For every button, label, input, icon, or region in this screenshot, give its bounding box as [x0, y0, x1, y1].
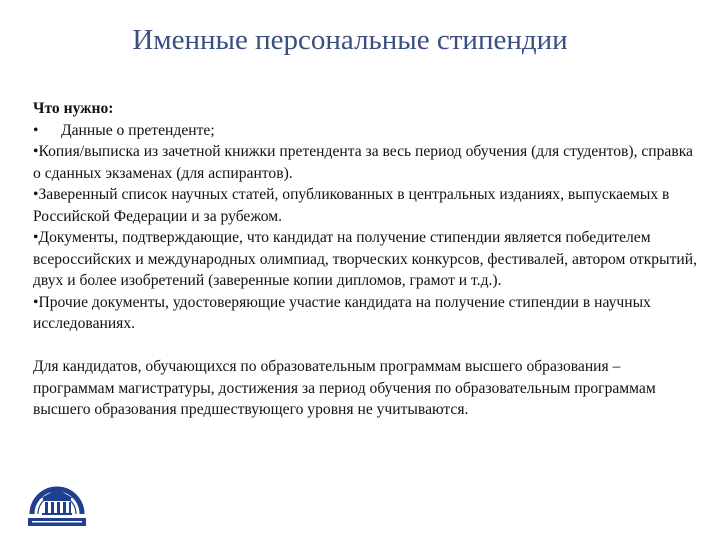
bullet-item	[33, 292, 701, 335]
bullet-marker: •	[33, 186, 39, 203]
slide-body	[33, 98, 701, 421]
university-emblem-icon	[24, 470, 90, 530]
bullet-item	[33, 141, 701, 184]
bullet-item	[33, 227, 701, 292]
paragraph-spacer	[33, 335, 701, 357]
bullet-text: Заверенный список научных статей, опубликованных в центральных изданиях, выпускаемых в Российской Федерации и за рубежом.	[33, 186, 670, 225]
note-paragraph: Для кандидатов, обучающихся по образовательным программам высшего образования – программам магистратуры, достижения за период обучения по образовательным программам высшего образования предшествующего уровня не учитываются.	[33, 358, 656, 418]
slide-title: Именные персональные стипендии	[132, 24, 568, 56]
bullet-marker: •	[33, 229, 39, 246]
requirements-label: Что нужно:	[33, 100, 114, 117]
bullet-marker: •	[33, 143, 39, 160]
bullet-text: Документы, подтверждающие, что кандидат на получение стипендии является победителем всероссийских и международных олимпиад, творческих конкурсов, фестивалей, автором открытий, двух и более изобретений (заверенные копии дипломов, грамот и т.д.).	[33, 229, 697, 289]
bullet-item	[33, 120, 701, 142]
bullet-text: Копия/выписка из зачетной книжки претендента за весь период обучения (для студентов), справка о сданных экзаменах (для аспирантов).	[33, 143, 693, 182]
bullet-item	[33, 184, 701, 227]
bullet-text: Данные о претенденте;	[61, 121, 215, 139]
bullet-marker: •	[33, 293, 39, 311]
bullet-marker: •	[33, 121, 39, 139]
bullet-text: Прочие документы, удостоверяющие участие кандидата на получение стипендии в научных исследованиях.	[33, 293, 651, 332]
